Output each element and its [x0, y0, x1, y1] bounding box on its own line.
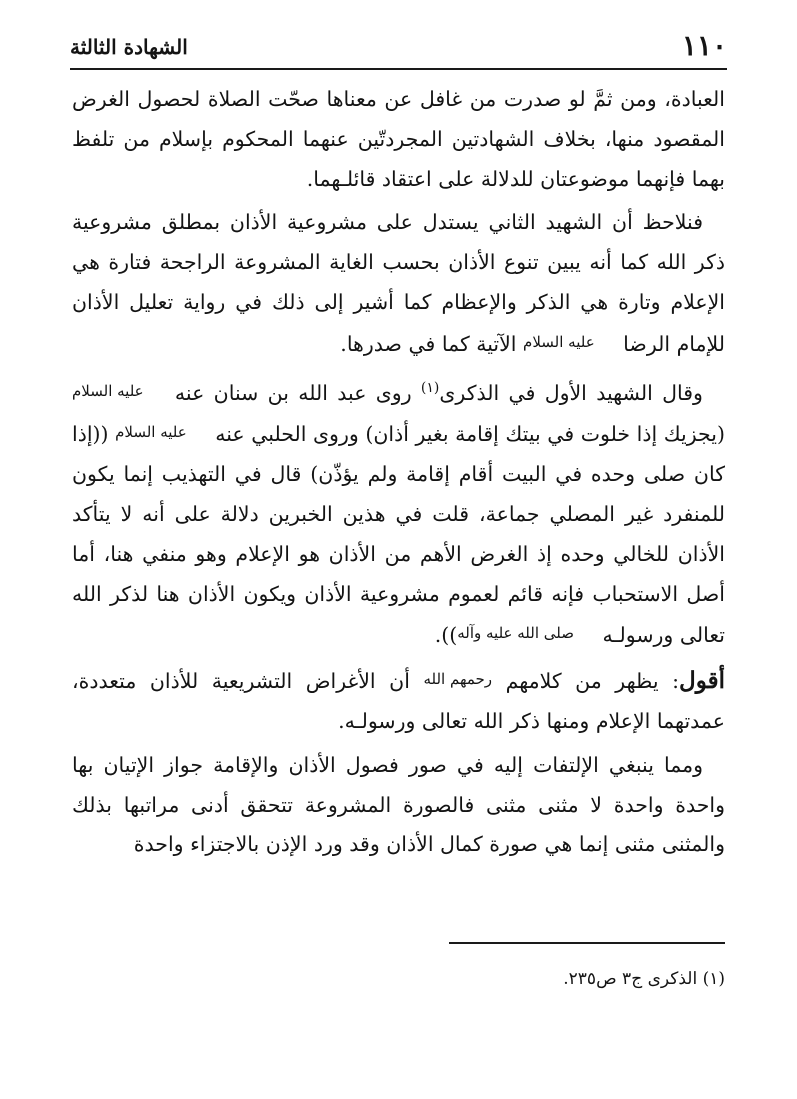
page-header — [70, 28, 727, 64]
running-title: الشهادة الثالثة — [70, 35, 188, 59]
paragraph-last: ومما ينبغي الإلتفات إليه في صور فصول الأذان والإقامة جواز الإتيان بها واحدة واحدة لا مثنى مثنى فالصورة المشروعة تتحقق أدنى مراتبها بذلك والمثنى مثنى إنما هي صورة كمال الأذان وقد ورد الإذن بالاجتزاء واحدة — [72, 752, 725, 857]
honorific-salla-allah: صلى الله عليه وآله — [457, 624, 574, 643]
header-rule — [70, 68, 727, 70]
aqul-text-b: أن الأغراض التشريعية للأذان متعددة، عمدتهما الإعلام ومنها ذكر الله تعالى ورسولـه. — [72, 669, 725, 733]
footnote-rule — [449, 942, 725, 944]
honorific-alayhi-salam: عليه السلام — [115, 423, 187, 442]
honorific-rahimahum: رحمهم الله — [423, 670, 493, 689]
footnote-reference: (١) — [420, 379, 440, 396]
honorific-alayhi-salam: عليه السلام — [72, 381, 144, 400]
honorific-alayhi-salam: عليه السلام — [523, 332, 595, 351]
paragraph-2 — [72, 203, 725, 364]
footnote: (١) الذكرى ج٣ ص٢٣٥. — [563, 969, 725, 989]
paragraph-aqul — [72, 660, 725, 742]
paragraph-3-d: ((إذا كان صلى وحده في البيت أقام إقامة ولم يؤذّن) قال في التهذيب إنما يكون للمنفرد غير المصلي جماعة، قلت في هذين الخبرين دلالة على أنه لا يتأكد الأذان للخالي وحده إذ الغرض الأهم من الأذان هو الإعلام وهو منفي هنا، أما أصل الاستحباب فإنه قائم لعموم مشروعية الأذان ويكون الأذان هنا لذكر الله تعالى ورسولـه — [72, 422, 725, 648]
page-number: ١١٠ — [681, 29, 727, 62]
paragraph-3-b: روى عبد الله بن سنان عنه — [174, 380, 412, 405]
paragraph-3-c: (يجزيك إذا خلوت في بيتك إقامة بغير أذان) وروى الحلبي عنه — [215, 422, 725, 447]
aqul-text-a: : يظهر من كلامهم — [505, 669, 680, 694]
paragraph-3-text: وقال الشهيد الأول في الذكرى — [439, 380, 703, 405]
paragraph-1: العبادة، ومن ثمَّ لو صدرت من غافل عن معناها صحّت الصلاة لحصول الغرض المقصود منها، بخلاف الشهادتين المجردتّين عنهما المحكوم بإسلام من تلفظ بهما فإنهما موضوعتان للدلالة على اعتقاد قائلـهما. — [72, 87, 725, 191]
paragraph-3 — [72, 369, 725, 657]
paragraph-2-end: الآتية كما في صدرها. — [340, 331, 517, 356]
body-text — [72, 80, 725, 869]
aqul-word: أقول — [679, 667, 725, 695]
paragraph-2-text: فنلاحظ أن الشهيد الثاني يستدل على مشروعية الأذان بمطلق مشروعية ذكر الله كما أنه يبين تنوع الأذان بحسب الغاية المشروعة الراجحة فتارة هي الإعلام وتارة هي الذكر والإعظام كما أشير إلى ذلك في رواية تعليل الأذان للإمام الرضا — [72, 210, 725, 356]
paragraph-3-end: )). — [434, 623, 458, 648]
